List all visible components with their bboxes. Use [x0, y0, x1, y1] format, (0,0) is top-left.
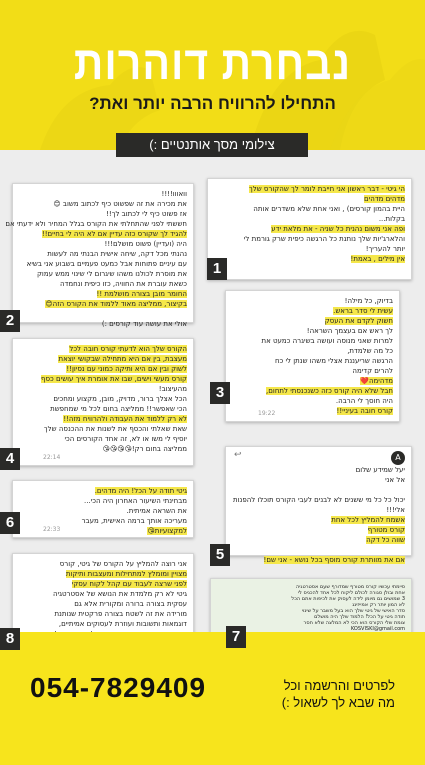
testimonial-text [232, 465, 405, 565]
testimonial-line [19, 209, 187, 219]
testimonial-line-text: מצויין ומומלץ למתחילות ומעצבות ותיקות [65, 570, 187, 578]
testimonial-line-text: סדר האישי של גיטי שלך הוא בעל משבר על שינוי [301, 608, 405, 614]
testimonial-line-text: לא המון יותר רק אמייזינג [352, 602, 405, 608]
testimonial-line [19, 414, 187, 424]
testimonial-line [19, 199, 187, 209]
testimonial-line [19, 259, 187, 269]
testimonial-line-text: למרות שאני מנוסה ועושה בשיגרה כמעט את [261, 337, 393, 345]
testimonial-line-text: סיימתי עכשיו קורס מטורף שמדורף שעם אסטרטגיה [296, 584, 405, 590]
testimonial-line [19, 486, 187, 496]
contact-line-2: מה שבא לך לשאול :) [281, 695, 395, 710]
testimonial-line-text: אם את מוותרת קורס מוסף בכל נושא - אני שם! [263, 556, 405, 564]
testimonial-line-text [185, 310, 187, 318]
testimonial-line-text: נהנתי מכל דקה, שיחה אישית הבנתי מה לעשות [47, 250, 187, 258]
testimonial-line [5, 219, 187, 229]
testimonial-line-text: ממליצה בחום רק!😘😘😘😘 [102, 445, 187, 453]
testimonial-line [19, 189, 187, 199]
testimonial-line-text: אחת ובולן סגורה לכולם ליקוח לכל אחד להכניס לי [297, 590, 405, 596]
testimonial-line-text: לשוק ובין אם היא ותיקה כמוני עם נסיון!! [66, 365, 187, 373]
testimonial-line-text: קורס מעשי וישים, שבו את אומרת איך עושים כסף [41, 375, 187, 383]
testimonial-line-text: גיטי לא רק מלמדת את הנושא של אסטרטגיה [52, 590, 187, 598]
testimonial-text [5, 189, 187, 329]
testimonial-card-2 [5, 183, 194, 328]
testimonial-line-text: יוסיף לי משו או לא, זה אחד הקורסים הכי [64, 435, 187, 443]
message-time: 19:22 [258, 410, 276, 417]
contact-line-1: לפרטים והרשמה וכל [283, 678, 395, 693]
testimonial-line [214, 184, 405, 194]
testimonial-line-text: KOSVISKI@gmail.com [350, 626, 405, 632]
testimonial-line [232, 336, 393, 346]
testimonial-line [232, 495, 405, 505]
testimonial-line [19, 559, 187, 569]
testimonial-line [232, 306, 393, 316]
testimonial-line-text: צומת שלי הקורס הוא הכי לא המלצה שלא חסר [303, 620, 405, 626]
testimonial-line [19, 496, 187, 506]
testimonial-line-text: קורס חובה בעיניי!! [336, 407, 393, 415]
testimonial-line [214, 254, 405, 264]
testimonial-line-text: מדהימה❤️ [360, 377, 393, 385]
testimonial-line-text: למקצועיות😘 [147, 527, 187, 535]
testimonial-line [214, 244, 405, 254]
testimonial-line [19, 619, 187, 629]
testimonial-line [232, 386, 393, 396]
testimonial-line-text: מבחינתי השיעור האחרון היה הכי... [84, 497, 187, 505]
page-title: נבחרת דוהרות [73, 36, 352, 90]
testimonial-line [19, 299, 187, 309]
testimonial-line [19, 384, 187, 394]
testimonial-line-text: ופה אני משום נהנית כל שניה - את מלאת ידע [271, 225, 405, 233]
hero-banner [0, 0, 425, 150]
testimonial-line-text: כל מה שלמדת, [347, 347, 393, 355]
screenshots-badge: צילומי מסך אותנטיים :) [116, 133, 308, 157]
email-avatar: A [391, 451, 405, 465]
testimonial-line-text: דוגמאות ותשובות ועוזרת לעסוקים אמיתיים, [58, 620, 187, 628]
testimonial-line [19, 394, 187, 404]
testimonial-line [19, 344, 187, 354]
card-number-7: 7 [226, 626, 246, 648]
testimonial-line [232, 356, 393, 366]
message-time: 22:14 [43, 454, 61, 461]
phone-number-link[interactable]: 054-7829409 [30, 672, 207, 703]
testimonial-line-text: היה חוסך לי הרבה. [335, 397, 393, 405]
testimonial-line-text: שווה כל דקה [366, 536, 405, 544]
testimonial-line-text: את מוסרת לכולנו משהו שיגרום לי שינוי ממש עמוק [36, 270, 187, 278]
testimonial-line [232, 505, 405, 515]
testimonial-line-text: והלארג'יות שלך נותנת כל הרגשה כיפית שרק גורמת לי [243, 235, 405, 243]
testimonial-line-text: יכול כל כל מי ששנים לא לבנים לעבי הקורס תוכלו להפנות [233, 496, 405, 504]
testimonial-line-text: את מכירה את זה שפשוט כיף לכתוב משוב 😊 [53, 200, 187, 208]
testimonial-line-text: עסקית בצורה ברורה ומקורית אלא גם [74, 600, 187, 608]
testimonial-line-text: מדהים מדהים [364, 195, 405, 203]
testimonial-line [232, 316, 393, 326]
testimonial-line-text [403, 546, 405, 554]
contact-footer [0, 632, 425, 765]
testimonial-line-text: אני רוצה להמליץ על הקורס של גיטי, קורס [59, 560, 187, 568]
card-number-2: 2 [0, 310, 20, 332]
testimonial-line-text: חששתי לפני שהתחלתי את הקורס בגלל המחיר ולא ידעתי אם [5, 220, 187, 228]
testimonial-line-text: לך ראש אם בעצמך השראה! [306, 327, 393, 335]
card-number-4: 4 [0, 448, 20, 470]
testimonial-line-text: אין מילים , באמת! [350, 255, 405, 263]
testimonial-line [19, 279, 187, 289]
testimonial-line [232, 376, 393, 386]
testimonial-line-text: בקלות... [378, 215, 405, 223]
testimonial-line [232, 346, 393, 356]
testimonial-line [19, 319, 187, 329]
testimonial-line [232, 366, 393, 376]
testimonial-text [214, 184, 405, 264]
testimonial-line-text: מעריכה אותך ברמה האישית, מעבר [81, 517, 187, 525]
message-time: 22:33 [43, 526, 61, 533]
testimonial-line-text: קורס מטורף [367, 526, 405, 534]
card-number-6: 6 [0, 512, 20, 534]
contact-text [245, 677, 395, 711]
testimonial-line [19, 609, 187, 619]
testimonial-line-text: אז פשוט כיף לי לכתוב לך!! [106, 210, 187, 218]
testimonial-line-text: לא רק ללמוד את העבודה ולהרוויח מזה!! [63, 415, 187, 423]
testimonial-card-5 [225, 446, 412, 564]
testimonial-line [19, 599, 187, 609]
testimonial-line-text: את השראה אמיתית. [126, 507, 187, 515]
testimonial-line-text: יותר להעריך! [365, 245, 405, 253]
testimonial-line-text: אלי!!! [386, 506, 405, 514]
testimonial-line [19, 404, 187, 414]
testimonial-line [232, 406, 393, 416]
testimonial-card-1 [207, 178, 412, 280]
testimonial-line-text: להרים קדימה [352, 367, 393, 375]
testimonial-card-6 [12, 480, 194, 538]
testimonial-line [214, 194, 405, 204]
testimonial-line-text: הקורס שלך הוא לדעתי קורס חובה לכל [69, 345, 187, 353]
testimonial-line-text: אולי את עושה עוד קורסים :) [101, 320, 187, 328]
testimonial-line [19, 309, 187, 319]
testimonial-line-text: עם עיניים פתוחות אבל כמעט פעמיים בשבוע אני בשיא [26, 260, 187, 268]
testimonial-line-text [403, 486, 405, 494]
testimonial-line-text: הי גיטי - דבר ראשון אני חייבת לומר לך שהקורס שלך [248, 185, 405, 193]
testimonial-line-text: הרגשה שריעננת אצלי משהו שנתן לי כח [274, 357, 393, 365]
reply-arrow-icon[interactable]: ↩ [234, 450, 242, 460]
testimonial-line-text: 3 שמושים גם מיומן לידה לעסוק את לכיפות אתם הכל [291, 596, 405, 602]
testimonial-line [19, 249, 187, 259]
testimonial-card-3 [225, 290, 400, 422]
testimonial-line-text: הכל אצלך ברור, מדויק, מובן, מקצוע ומחכים [53, 395, 187, 403]
testimonial-line [214, 204, 405, 214]
testimonial-line [19, 589, 187, 599]
testimonial-line [232, 545, 405, 555]
testimonial-line [232, 475, 405, 485]
testimonial-card-4 [12, 338, 194, 466]
testimonial-line-text: להגיד לך שקורס כזה עדיין אם לא היה לי בחיים!! [41, 230, 187, 238]
card-number-8: 8 [0, 628, 20, 650]
testimonial-line-text: בדיוק, כל מילה! [344, 297, 393, 305]
testimonial-line-text: חבל שלא היה קורס כזה כשנכנסתי לתחום, [266, 387, 393, 395]
testimonial-line-text: אשמח להמליץ לכל אחת [331, 516, 405, 524]
testimonial-line-text: חשוק לקדם את העסק [324, 317, 393, 325]
testimonials-grid [0, 150, 425, 647]
testimonial-text [19, 344, 187, 454]
testimonial-line-text: לפני שרצה לעבוד עם קהל לקוח עסקי [71, 580, 187, 588]
testimonial-line [214, 224, 405, 234]
card-number-5: 5 [210, 544, 230, 566]
testimonial-line [19, 579, 187, 589]
testimonial-line [232, 296, 393, 306]
testimonial-line [19, 354, 187, 364]
testimonial-line-text: היית בהמון קורסים) , ואני אחת שלא משדרים אותה [253, 205, 405, 213]
testimonial-line [232, 396, 393, 406]
card-number-1: 1 [207, 258, 227, 280]
testimonial-line [19, 424, 187, 434]
testimonial-line [19, 506, 187, 516]
testimonial-line [232, 555, 405, 565]
testimonial-line [214, 234, 405, 244]
testimonial-line [19, 374, 187, 384]
card-number-3: 3 [210, 382, 230, 404]
testimonial-line-text: החומר מובן בצורה מושלמת !! [96, 290, 187, 298]
testimonial-line-text: מורידה את זה לשטח בצורה פרקטית שנותנת [54, 610, 187, 618]
testimonial-line-text: מהעיצוב! [158, 385, 187, 393]
testimonial-line [232, 535, 405, 545]
testimonial-line [232, 515, 405, 525]
testimonial-line-text: אל אני [385, 476, 405, 484]
testimonial-line-text: כשאת עוברת את החוויה, כזו כיפית ונחמדה [59, 280, 187, 288]
testimonial-line-text: וואווו!!!! [161, 190, 187, 198]
testimonial-line-text: היה (ועדיין) פשוט מושלם!!! [104, 240, 187, 248]
testimonial-line-text: הכי שאפשר!! ממליצה בחום לכל מי שמחפשת [50, 405, 187, 413]
testimonial-line [19, 239, 187, 249]
testimonial-line [232, 485, 405, 495]
testimonial-line [19, 269, 187, 279]
testimonial-line [19, 364, 187, 374]
testimonial-line [19, 569, 187, 579]
testimonial-line-text: עשית לי סדר בראש. [333, 307, 393, 315]
testimonial-line-text: שאת שאלתי והכסף את לשנות את ההכנסה שלך [43, 425, 187, 433]
testimonial-line [19, 289, 187, 299]
testimonial-line-text: גיטי תודה על הכל! היה מדהים. [94, 487, 187, 495]
testimonial-text [232, 296, 393, 416]
testimonial-line [232, 465, 405, 475]
testimonial-line [214, 214, 405, 224]
testimonial-line [19, 229, 187, 239]
testimonial-line [232, 326, 393, 336]
testimonial-line-text: יעל שמידע שלום [355, 466, 405, 474]
testimonial-line [232, 525, 405, 535]
testimonial-line-text: בקיצור, ממליצה מאוד ללמוד את הקורס הזה😊 [45, 300, 187, 308]
page-subtitle: התחילו להרוויח הרבה יותר ואת? [89, 94, 336, 113]
testimonial-line-text: תודה גיטי על הכל! הלמוד שלך היה מושלם [314, 614, 405, 620]
testimonial-line [19, 434, 187, 444]
testimonial-line-text: מעצבת, בין אם היא מתחילה שבקושי יוצאת [58, 355, 187, 363]
